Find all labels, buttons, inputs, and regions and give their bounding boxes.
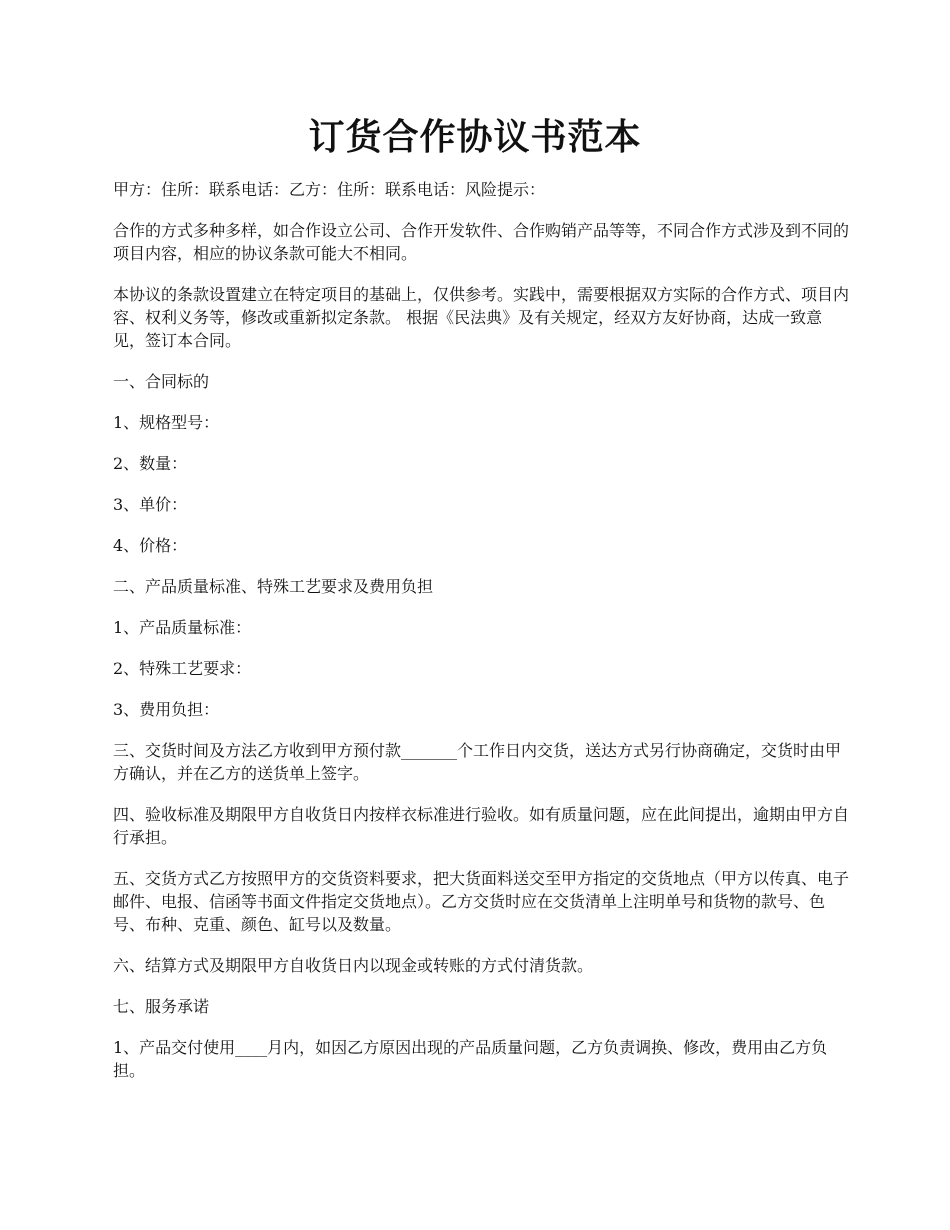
section-settlement: 六、结算方式及期限甲方自收货日内以现金或转账的方式付清货款。	[113, 956, 594, 975]
risk-note-paragraph-1: 合作的方式多种多样，如合作设立公司、合作开发软件、合作购销产品等等，不同合作方式涉及到不同的项目内容，相应的协议条款可能大不相同。	[113, 221, 850, 263]
clause-service-commitment: 1、产品交付使用____月内，如因乙方原因出现的产品质量问题，乙方负责调换、修改，费用由乙方负担。	[113, 1038, 828, 1080]
party-info-line: 甲方：住所：联系电话：乙方：住所：联系电话：风险提示：	[113, 180, 546, 199]
clause-special-process: 2、特殊工艺要求：	[113, 659, 252, 678]
clause-unit-price: 3、单价：	[113, 495, 188, 514]
section-heading-7: 七、服务承诺	[113, 997, 210, 1016]
section-delivery-time: 三、交货时间及方法乙方收到甲方预付款_______个工作日内交货，送达方式另行协商确定，交货时由甲方确认，并在乙方的送货单上签字。	[113, 741, 842, 783]
clause-price: 4、价格：	[113, 536, 188, 555]
clause-quantity: 2、数量：	[113, 454, 188, 473]
risk-note-paragraph-2: 本协议的条款设置建立在特定项目的基础上，仅供参考。实践中，需要根据双方实际的合作方式、项目内容、权利义务等，修改或重新拟定条款。 根据《民法典》及有关规定，经双方友好协商，达成一致意见，签订本合同。	[113, 285, 850, 350]
document-title: 订货合作协议书范本	[308, 116, 642, 158]
clause-cost-burden: 3、费用负担：	[113, 700, 220, 719]
section-heading-1: 一、合同标的	[113, 372, 210, 391]
clause-quality-standard: 1、产品质量标准：	[113, 618, 252, 637]
section-heading-2: 二、产品质量标准、特殊工艺要求及费用负担	[113, 577, 434, 596]
document-body	[113, 178, 853, 1100]
clause-spec-model: 1、规格型号：	[113, 413, 220, 432]
section-delivery-method: 五、交货方式乙方按照甲方的交货资料要求，把大货面料送交至甲方指定的交货地点（甲方以传真、电子邮件、电报、信函等书面文件指定交货地点）。乙方交货时应在交货清单上注明单号和货物的款号、色号、布种、克重、颜色、缸号以及数量。	[113, 869, 850, 934]
section-acceptance: 四、验收标准及期限甲方自收货日内按样衣标准进行验收。如有质量问题，应在此间提出，逾期由甲方自行承担。	[113, 805, 850, 847]
